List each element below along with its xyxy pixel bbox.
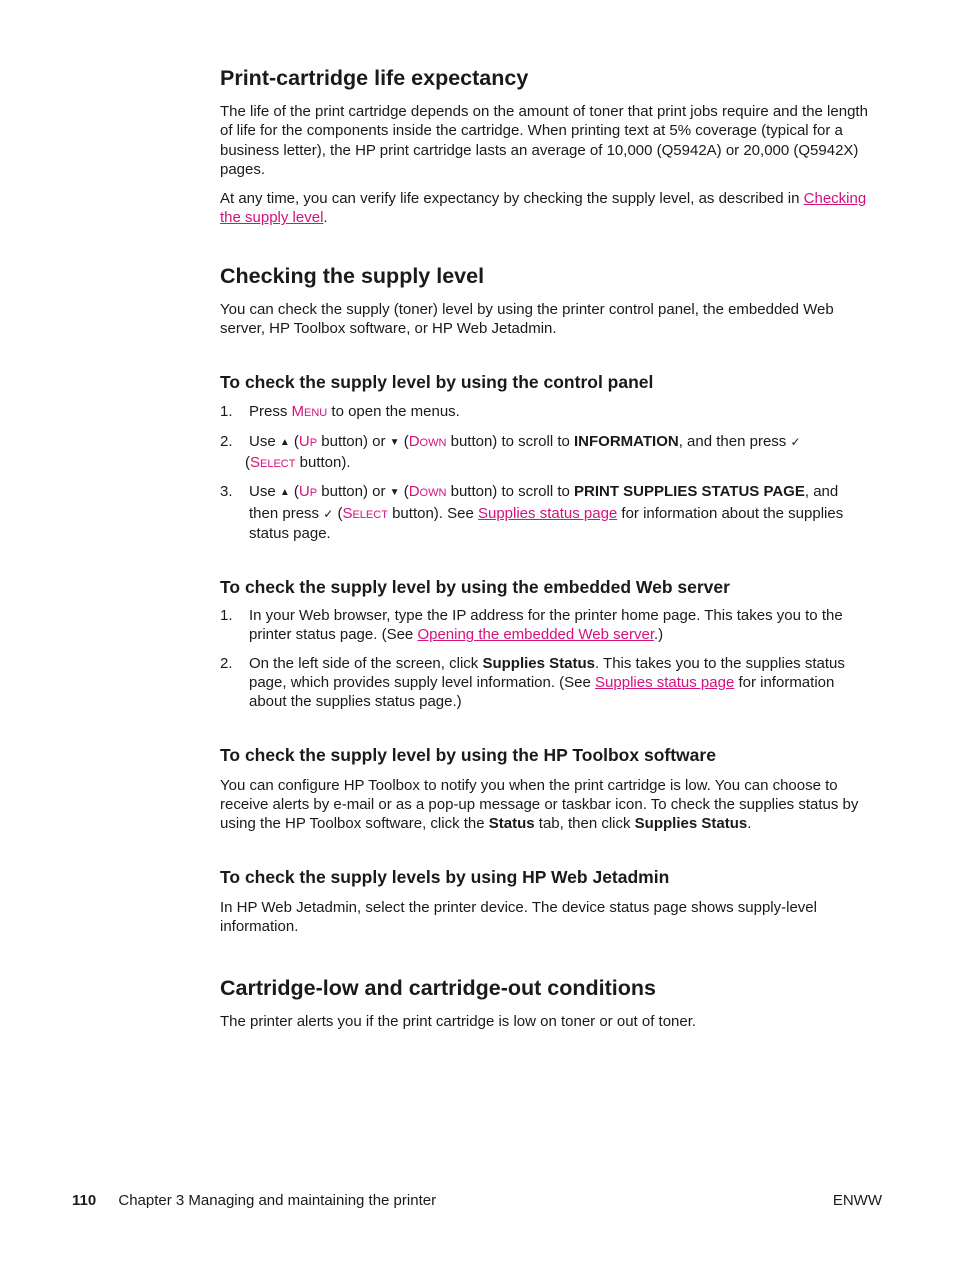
down-arrow-icon: ▼ [389, 436, 400, 448]
supplies-status-page-link[interactable]: Supplies status page [595, 674, 735, 692]
checkmark-icon: ✓ [323, 506, 334, 521]
up-button-name: Up [298, 483, 318, 501]
heading-hp-web-jetadmin: To check the supply levels by using HP Web Jetadmin [220, 866, 670, 887]
chapter-title: Chapter 3 Managing and maintaining the printer [118, 1192, 437, 1209]
list-item: 1. In your Web browser, type the IP address for the printer home page. This takes you to the printer status page. (See Opening the embedded Web server.) [220, 607, 843, 644]
footer-edition: ENWW [832, 1192, 882, 1209]
toolbox-paragraph: You can configure HP Toolbox to notify you when the print cartridge is low. You can choose to receive alerts by e-mail or as a pop-up message or taskbar icon. To check the supplies status by using the HP Toolbox software, click the Status tab, then click Supplies Status. [220, 776, 859, 833]
heading-control-panel: To check the supply level by using the control panel [220, 372, 654, 393]
list-item: 2. On the left side of the screen, click Supplies Status. This takes you to the supplies status page, which provides supply level information. (See Supplies status page for information about the supplies status page.) [220, 654, 845, 711]
up-arrow-icon: ▲ [279, 487, 290, 499]
heading-print-cartridge-life: Print-cartridge life expectancy [220, 66, 529, 90]
up-button-name: Up [298, 432, 318, 450]
life-expectancy-paragraph: The life of the print cartridge depends on the amount of toner that print jobs require and the length of life for the components inside the cartridge. When printing text at 5% coverage (typical for a business letter), the HP print cartridge lasts an average of 10,000 (Q5942A) or 20,000 (Q5942X) pages. [220, 103, 868, 178]
ews-steps [220, 606, 870, 711]
cartridge-alert-paragraph: The printer alerts you if the print cartridge is low on toner or out of toner. [220, 1013, 697, 1031]
heading-cartridge-low-out: Cartridge-low and cartridge-out conditions [220, 976, 656, 1001]
list-item: 3. Use ▲ (Up button) or ▼ (Down button) to scroll to PRINT SUPPLIES STATUS PAGE, and then press ✓ (Select button). See Supplies status page for information about the supplies status page. [220, 483, 844, 542]
down-button-name: Down [408, 432, 447, 450]
heading-checking-supply-level: Checking the supply level [220, 263, 485, 288]
page-number: 110 [72, 1192, 97, 1209]
jetadmin-paragraph: In HP Web Jetadmin, select the printer device. The device status page shows supply-level information. [220, 898, 817, 935]
checking-supply-level-link[interactable]: Checking the supply level [220, 190, 867, 227]
page-content [220, 64, 870, 1031]
list-item: 2. Use ▲ (Up button) or ▼ (Down button) to scroll to INFORMATION, and then press ✓ (Select button). [220, 432, 801, 471]
verify-life-paragraph: At any time, you can verify life expectancy by checking the supply level, as described in Checking the supply level. [220, 190, 867, 227]
page-footer [72, 1192, 882, 1209]
supplies-status-page-link[interactable]: Supplies status page [477, 504, 618, 522]
checkmark-icon: ✓ [790, 434, 801, 449]
heading-hp-toolbox: To check the supply level by using the HP Toolbox software [220, 744, 716, 765]
opening-ews-link[interactable]: Opening the embedded Web server [417, 626, 654, 644]
select-button-name: Select [342, 504, 388, 522]
checking-supply-intro: You can check the supply (toner) level by using the printer control panel, the embedded Web server, HP Toolbox software, or HP Web Jetadmin. [220, 300, 834, 338]
control-panel-steps [220, 402, 870, 543]
menu-button-name: Menu [291, 403, 328, 421]
down-arrow-icon: ▼ [389, 487, 400, 499]
down-button-name: Down [408, 483, 447, 501]
heading-embedded-web-server: To check the supply level by using the embedded Web server [220, 577, 730, 598]
up-arrow-icon: ▲ [279, 436, 290, 448]
select-button-name: Select [250, 453, 296, 471]
list-item: 1. Press Menu to open the menus. [220, 403, 460, 421]
